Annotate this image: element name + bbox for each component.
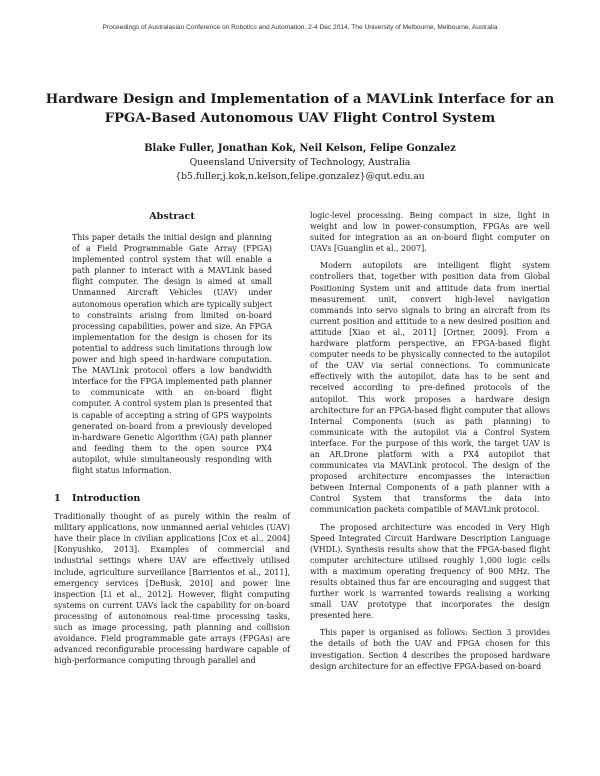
paper-affiliation: Queensland University of Technology, Australia bbox=[189, 157, 411, 168]
paper-email: {b5.fuller,j.kok,n.kelson,felipe.gonzalez}@qut.edu.au bbox=[175, 171, 425, 182]
section-number: 1 bbox=[54, 493, 61, 505]
right-paragraph-1: logic-level processing. Being compact in size, light in weight and low in power-consumption, FPGAs are well suited for integration as an on-board flight computer on UAVs [Guanglin et al., 2007]. bbox=[310, 211, 550, 254]
right-column bbox=[310, 210, 550, 678]
left-column bbox=[54, 210, 290, 672]
abstract-heading: Abstract bbox=[149, 211, 195, 222]
section-title: Introduction bbox=[72, 493, 141, 505]
right-paragraph-2: Modern autopilots are intelligent flight system controllers that, together with position data from Global Positioning System unit and attitude data from inertial measurement unit, convert high-level navigation commands into servo signals to bring an aircraft from its current position and attitude to a new desired position and attitude [Xiao et al., 2011] [Ortner, 2009]. From a hardware platform perspective, an FPGA-based flight computer needs to be physically connected to the autopilot of the UAV via serial connections. To communicate effectively with the autopilot, data has to be sent and received according to pre-defined protocols of the autopilot. This work proposes a hardware design architecture for an FPGA-based flight computer that allows Internal Components (such as path planning) to communicate with the autopilot via a Control System interface. For the purpose of this work, the target UAV is an AR.Drone platform with a PX4 autopilot that communicates via MAVLink protocol. The design of the proposed architecture encompasses the interaction between Internal Components of a path planner with a Control System that transforms the data into communication packets compatible of MAVLink protocol. bbox=[310, 261, 550, 515]
proceedings-header: Proceedings of Australasian Conference on Robotics and Automation, 2-4 Dec 2014, The University of Melbourne, Melbourne, Australia bbox=[102, 24, 498, 31]
right-paragraph-4: This paper is organised as follows: Section 3 provides the details of both the UAV and FPGA chosen for this investigation. Section 4 describes the proposed hardware design architecture for an effective FPGA-based on-board bbox=[310, 628, 550, 671]
paper-title: Hardware Design and Implementation of a MAVLink Interface for an FPGA-Based Autonomous UAV Flight Control System bbox=[45, 92, 555, 126]
section-heading-introduction bbox=[54, 492, 290, 505]
introduction-paragraph: Traditionally thought of as purely within the realm of military applications, now unmanned aerial vehicles (UAV) have their place in civilian applications [Cox et al., 2004] [Konyushko, 2013]. Examples of commercial and industrial settings where UAV are effectively utilised include, agriculture surveillance [Barrientos et al., 2011], emergency services [DeBusk, 2010] and power line inspection [Li et al., 2012]. However, flight computing systems on current UAVs lack the capability for on-board processing of autonomous real-time processing tasks, such as image processing, path planning and collision avoidance. Field programmable gate arrays (FPGAs) are advanced reconfigurable processing hardware capable of high-performance computing through parallel and bbox=[54, 512, 290, 666]
right-paragraph-3: The proposed architecture was encoded in Very High Speed Integrated Circuit Hardware Description Language (VHDL). Synthesis results show that the FPGA-based flight computer architecture utilised roughly 1,000 logic cells with a maximum operating frequency of 900 MHz. The results obtained thus far are encouraging and suggest that further work is warranted towards realising a working small UAV prototype that incorporates the design presented here. bbox=[310, 522, 550, 621]
abstract-text: This paper details the initial design and planning of a Field Programmable Gate Array (FPGA) implemented control system that will enable a path planner to interact with a MAVLink based flight computer. The design is aimed at small Unmanned Aircraft Vehicles (UAV) under autonomous operation which are typically subject to constraints arising from limited on-board processing capabilities, power and size. An FPGA implementation for the design is chosen for its potential to address such limitations through low power and high speed in-hardware computation. The MAVLink protocol offers a low bandwidth interface for the FPGA implemented path planner to communicate with an on-board flight computer. A control system plan is presented that is capable of accepting a string of GPS waypoints generated on-board from a previously developed in-hardware Genetic Algorithm (GA) path planner and feeding them to the open source PX4 autopilot, while simultaneously responding with flight status information. bbox=[72, 233, 272, 475]
paper-authors: Blake Fuller, Jonathan Kok, Neil Kelson, Felipe Gonzalez bbox=[144, 143, 456, 154]
